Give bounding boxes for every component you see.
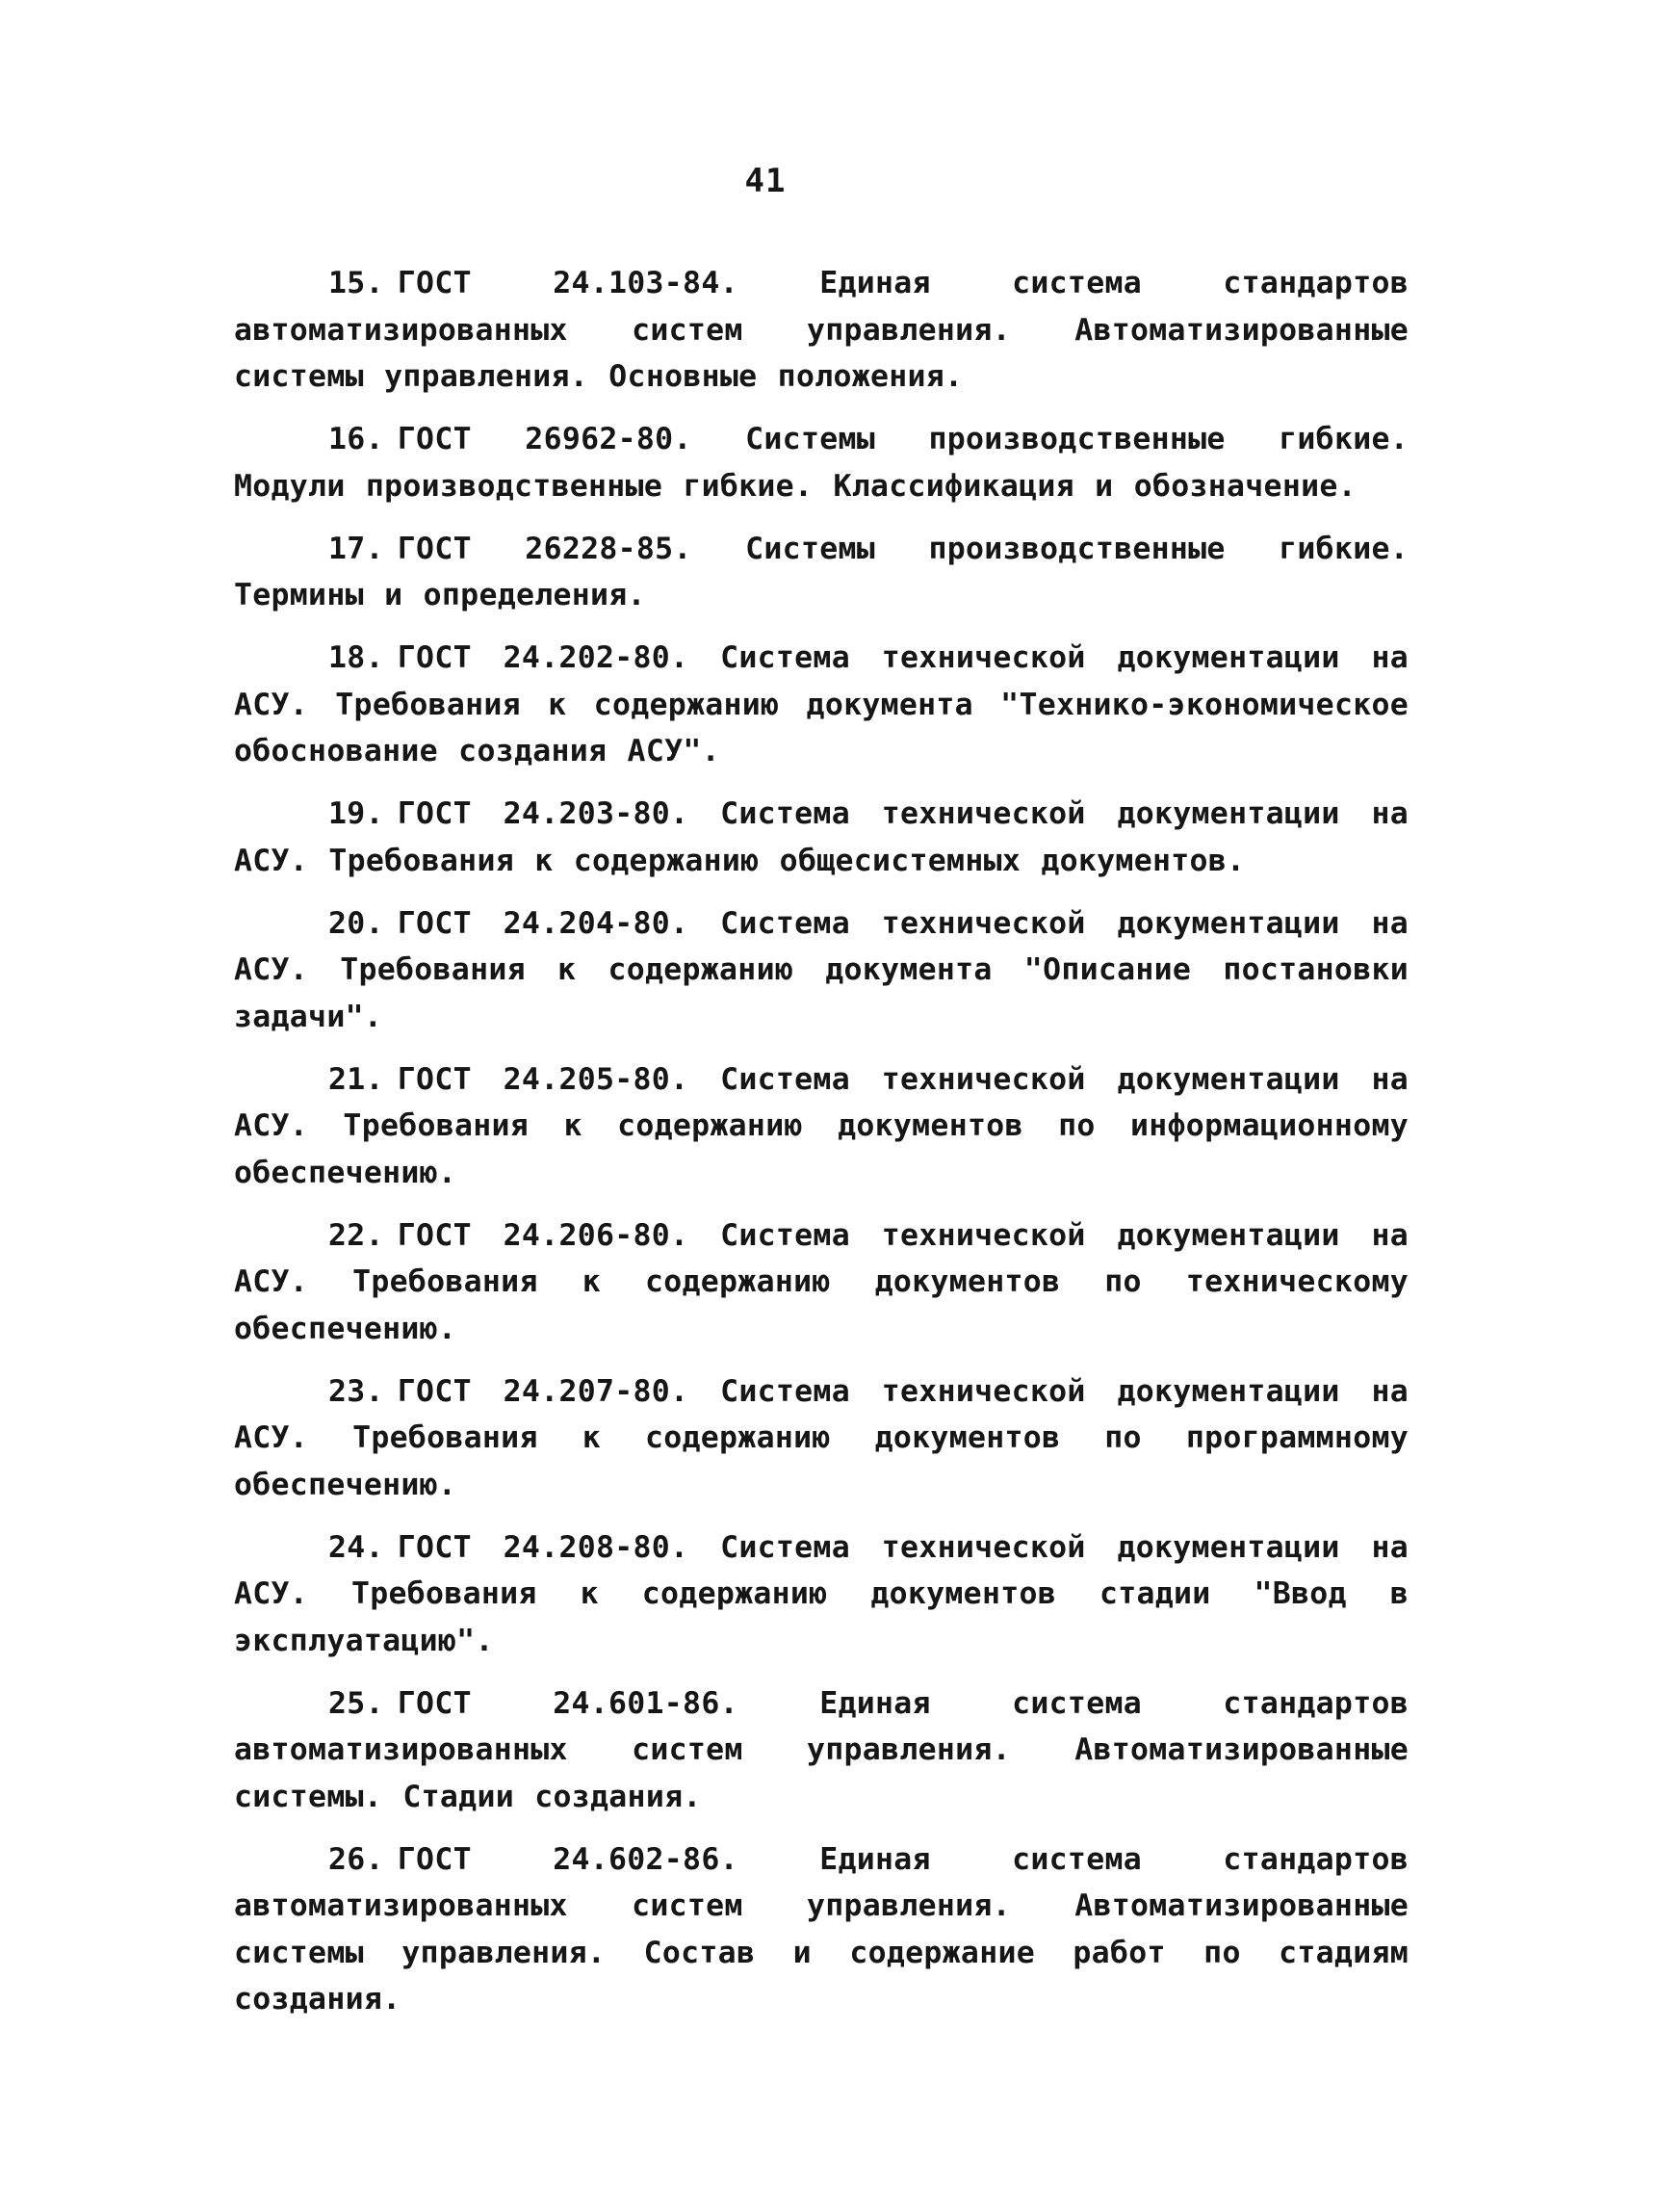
- reference-number: 22.: [328, 1217, 384, 1253]
- reference-item: [234, 791, 1409, 884]
- reference-text: ГОСТ 26962-80. Системы производственные гибкие. Модули производственные гибкие. Классификация и обозначение.: [234, 422, 1409, 504]
- reference-text: ГОСТ 24.204-80. Система технической документации на АСУ. Требования к содержанию документа "Описание постановки задачи".: [234, 905, 1409, 1034]
- reference-text: ГОСТ 26228-85. Системы производственные гибкие. Термины и определения.: [234, 531, 1409, 612]
- page-number: 41: [744, 162, 787, 200]
- reference-item: [234, 416, 1409, 509]
- reference-text: ГОСТ 24.601-86. Единая система стандартов автоматизированных систем управления. Автоматизированные системы. Стадии создания.: [234, 1685, 1409, 1814]
- reference-number: 18.: [328, 640, 384, 675]
- reference-number: 25.: [328, 1685, 384, 1721]
- reference-text: ГОСТ 24.207-80. Система технической документации на АСУ. Требования к содержанию документов по программному обеспечению.: [234, 1373, 1409, 1502]
- reference-number: 15.: [328, 266, 384, 300]
- reference-list: [234, 260, 1409, 2039]
- reference-number: 19.: [328, 796, 384, 831]
- reference-number: 17.: [328, 531, 384, 566]
- reference-text: ГОСТ 24.206-80. Система технической документации на АСУ. Требования к содержанию документов по техническому обеспечению.: [234, 1217, 1409, 1346]
- reference-number: 20.: [328, 905, 384, 941]
- reference-item: [234, 635, 1409, 775]
- reference-text: ГОСТ 24.208-80. Система технической документации на АСУ. Требования к содержанию документов стадии "Ввод в эксплуатацию".: [234, 1529, 1409, 1658]
- reference-item: [234, 526, 1409, 619]
- reference-number: 21.: [328, 1061, 384, 1097]
- reference-item: [234, 1212, 1409, 1353]
- reference-number: 16.: [328, 422, 384, 456]
- reference-item: [234, 260, 1409, 401]
- reference-text: ГОСТ 24.103-84. Единая система стандартов автоматизированных систем управления. Автоматизированные системы управления. Основные положения.: [234, 266, 1409, 394]
- reference-item: [234, 900, 1409, 1041]
- reference-text: ГОСТ 24.202-80. Система технической документации на АСУ. Требования к содержанию документа "Технико-экономическое обоснование создания АСУ".: [234, 640, 1409, 768]
- reference-number: 24.: [328, 1529, 384, 1565]
- reference-number: 23.: [328, 1373, 384, 1409]
- reference-text: ГОСТ 24.205-80. Система технической документации на АСУ. Требования к содержанию документов по информационному обеспечению.: [234, 1061, 1409, 1190]
- reference-item: [234, 1680, 1409, 1821]
- reference-item: [234, 1368, 1409, 1509]
- reference-text: ГОСТ 24.203-80. Система технической документации на АСУ. Требования к содержанию общесистемных документов.: [234, 796, 1409, 878]
- reference-text: ГОСТ 24.602-86. Единая система стандартов автоматизированных систем управления. Автоматизированные системы управления. Состав и содержание работ по стадиям создания.: [234, 1841, 1409, 2017]
- reference-number: 26.: [328, 1841, 384, 1877]
- reference-item: [234, 1836, 1409, 2023]
- reference-item: [234, 1056, 1409, 1197]
- reference-item: [234, 1524, 1409, 1665]
